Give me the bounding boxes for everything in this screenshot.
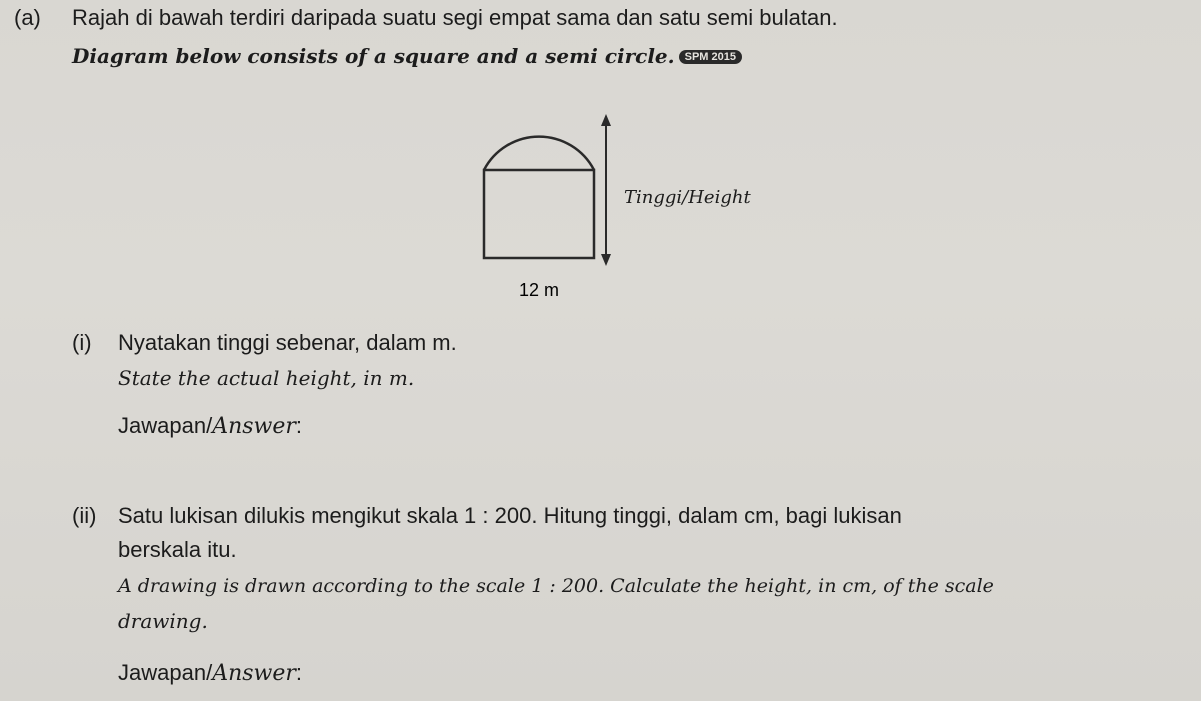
semicircle-shape — [484, 137, 594, 170]
answer-colon: : — [295, 660, 303, 685]
question-text-malay: Rajah di bawah terdiri daripada suatu segi empat sama dan satu semi bulatan. — [72, 5, 838, 30]
question-english-text: Diagram below consists of a square and a semi circle. — [72, 44, 675, 68]
height-arrow-top — [601, 114, 611, 126]
part-i-text-english: State the actual height, in m. — [118, 366, 415, 390]
question-text-english — [72, 44, 742, 68]
answer-malay: Jawapan/ — [118, 660, 213, 685]
square-shape — [484, 170, 594, 258]
part-ii-text-malay-line2: berskala itu. — [118, 537, 237, 562]
question-label: (a) — [14, 5, 41, 30]
part-ii-text-english-line1: A drawing is drawn according to the scale 1 : 200. Calculate the height, in cm, of the scale — [118, 575, 994, 597]
exam-badge: SPM 2015 — [679, 50, 742, 64]
answer-english: Answer — [212, 414, 296, 439]
width-label: 12 m — [518, 280, 560, 300]
answer-english: Answer — [212, 661, 296, 686]
height-arrow-bottom — [601, 254, 611, 266]
part-i-text-malay: Nyatakan tinggi sebenar, dalam m. — [118, 330, 457, 355]
height-label: Tinggi/Height — [624, 187, 751, 208]
answer-colon: : — [295, 413, 303, 438]
part-ii-text-english-line2: drawing. — [118, 609, 208, 633]
part-ii-answer-label — [118, 660, 302, 686]
part-ii-label: (ii) — [72, 503, 97, 528]
answer-malay: Jawapan/ — [118, 413, 213, 438]
part-ii-text-malay-line1: Satu lukisan dilukis mengikut skala 1 : 200. Hitung tinggi, dalam cm, bagi lukisan — [118, 503, 902, 528]
part-i-label: (i) — [72, 330, 92, 355]
part-i-answer-label — [118, 413, 302, 439]
